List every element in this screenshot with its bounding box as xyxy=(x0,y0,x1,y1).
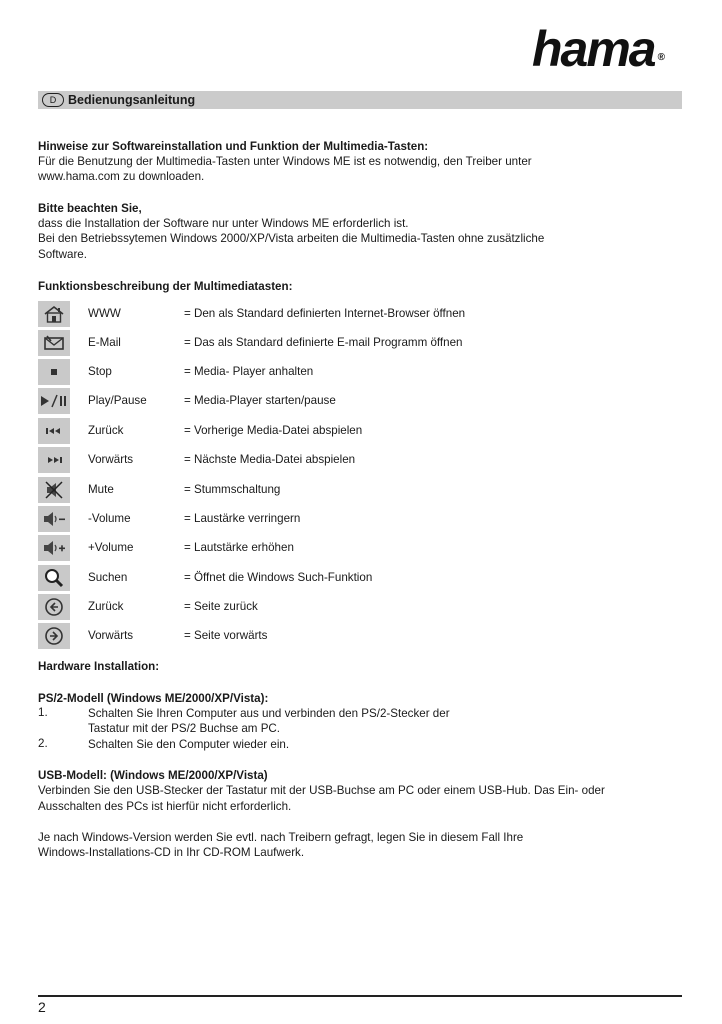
key-row-www xyxy=(38,301,658,329)
next-track-icon xyxy=(38,447,70,473)
key-name: Vorwärts xyxy=(88,453,134,466)
usb-line: Ausschalten des PCs ist hierfür nicht erforderlich. xyxy=(38,800,292,813)
key-description: = Vorherige Media-Datei abspielen xyxy=(184,424,363,437)
key-row-volume-down xyxy=(38,506,658,534)
key-row-previous xyxy=(38,418,658,446)
key-row-play-pause xyxy=(38,388,658,416)
key-description: = Seite zurück xyxy=(184,600,258,613)
key-description: = Öffnet die Windows Such-Funktion xyxy=(184,571,373,584)
volume-down-icon xyxy=(38,506,70,532)
key-name: +Volume xyxy=(88,541,134,554)
key-row-search xyxy=(38,565,658,593)
step-text: Schalten Sie den Computer wieder ein. xyxy=(88,738,290,751)
intro-heading: Hinweise zur Softwareinstallation und Funktion der Multimedia-Tasten: xyxy=(38,140,429,153)
key-name: Suchen xyxy=(88,571,128,584)
forward-arrow-icon xyxy=(38,623,70,649)
search-icon xyxy=(38,565,70,591)
language-badge: D xyxy=(42,93,64,107)
stop-icon xyxy=(38,359,70,385)
key-row-page-back xyxy=(38,594,658,622)
footer-rule xyxy=(38,995,682,997)
mute-icon xyxy=(38,477,70,503)
key-name: E-Mail xyxy=(88,336,121,349)
key-description: = Den als Standard definierten Internet-Browser öffnen xyxy=(184,307,466,320)
previous-track-icon xyxy=(38,418,70,444)
step-text: Tastatur mit der PS/2 Buchse am PC. xyxy=(88,722,281,735)
key-name: WWW xyxy=(88,307,121,320)
note-line: Bei den Betriebssytemen Windows 2000/XP/Vista arbeiten die Multimedia-Tasten ohne zusätzliche xyxy=(38,232,545,245)
key-description: = Das als Standard definierte E-mail Programm öffnen xyxy=(184,336,463,349)
key-description: = Nächste Media-Datei abspielen xyxy=(184,453,356,466)
key-row-email xyxy=(38,330,658,358)
volume-up-icon xyxy=(38,535,70,561)
play-pause-icon xyxy=(38,388,70,414)
functions-heading: Funktionsbeschreibung der Multimediatasten: xyxy=(38,280,293,293)
intro-line: Für die Benutzung der Multimedia-Tasten unter Windows ME ist es notwendig, den Treiber unter xyxy=(38,155,532,168)
key-row-next xyxy=(38,447,658,475)
key-name: Mute xyxy=(88,483,114,496)
hama-logo: hama ® xyxy=(532,21,665,77)
driver-line: Windows-Installations-CD in Ihr CD-ROM Laufwerk. xyxy=(38,846,305,859)
back-arrow-icon xyxy=(38,594,70,620)
page-number: 2 xyxy=(38,999,46,1015)
step-text: Schalten Sie Ihren Computer aus und verbinden den PS/2-Stecker der xyxy=(88,707,450,720)
hardware-heading: Hardware Installation: xyxy=(38,660,160,673)
section-header xyxy=(38,91,682,109)
step-number: 1. xyxy=(38,706,48,719)
key-description: = Media- Player anhalten xyxy=(184,365,314,378)
mail-icon xyxy=(38,330,70,356)
key-row-volume-up xyxy=(38,535,658,563)
note-heading: Bitte beachten Sie, xyxy=(38,202,142,215)
key-row-mute xyxy=(38,477,658,505)
page-title: Bedienungsanleitung xyxy=(68,93,196,107)
key-row-page-forward xyxy=(38,623,658,651)
key-description: = Laustärke verringern xyxy=(184,512,301,525)
usb-line: Verbinden Sie den USB-Stecker der Tastatur mit der USB-Buchse am PC oder einem USB-Hub. Das Ein- oder xyxy=(38,784,605,797)
home-icon xyxy=(38,301,70,327)
key-name: Zurück xyxy=(88,600,124,613)
key-row-stop xyxy=(38,359,658,387)
key-description: = Stummschaltung xyxy=(184,483,281,496)
key-description: = Lautstärke erhöhen xyxy=(184,541,294,554)
key-description: = Media-Player starten/pause xyxy=(184,394,336,407)
note-line: dass die Installation der Software nur unter Windows ME erforderlich ist. xyxy=(38,217,409,230)
key-name: Stop xyxy=(88,365,112,378)
key-name: Vorwärts xyxy=(88,629,134,642)
key-name: Play/Pause xyxy=(88,394,147,407)
key-name: -Volume xyxy=(88,512,131,525)
key-description: = Seite vorwärts xyxy=(184,629,268,642)
ps2-heading: PS/2-Modell (Windows ME/2000/XP/Vista): xyxy=(38,692,269,705)
step-number: 2. xyxy=(38,737,48,750)
key-name: Zurück xyxy=(88,424,124,437)
note-line: Software. xyxy=(38,248,87,261)
intro-line: www.hama.com zu downloaden. xyxy=(38,170,205,183)
usb-heading: USB-Modell: (Windows ME/2000/XP/Vista) xyxy=(38,769,268,782)
driver-line: Je nach Windows-Version werden Sie evtl. nach Treibern gefragt, legen Sie in diesem Fall Ihre xyxy=(38,831,524,844)
